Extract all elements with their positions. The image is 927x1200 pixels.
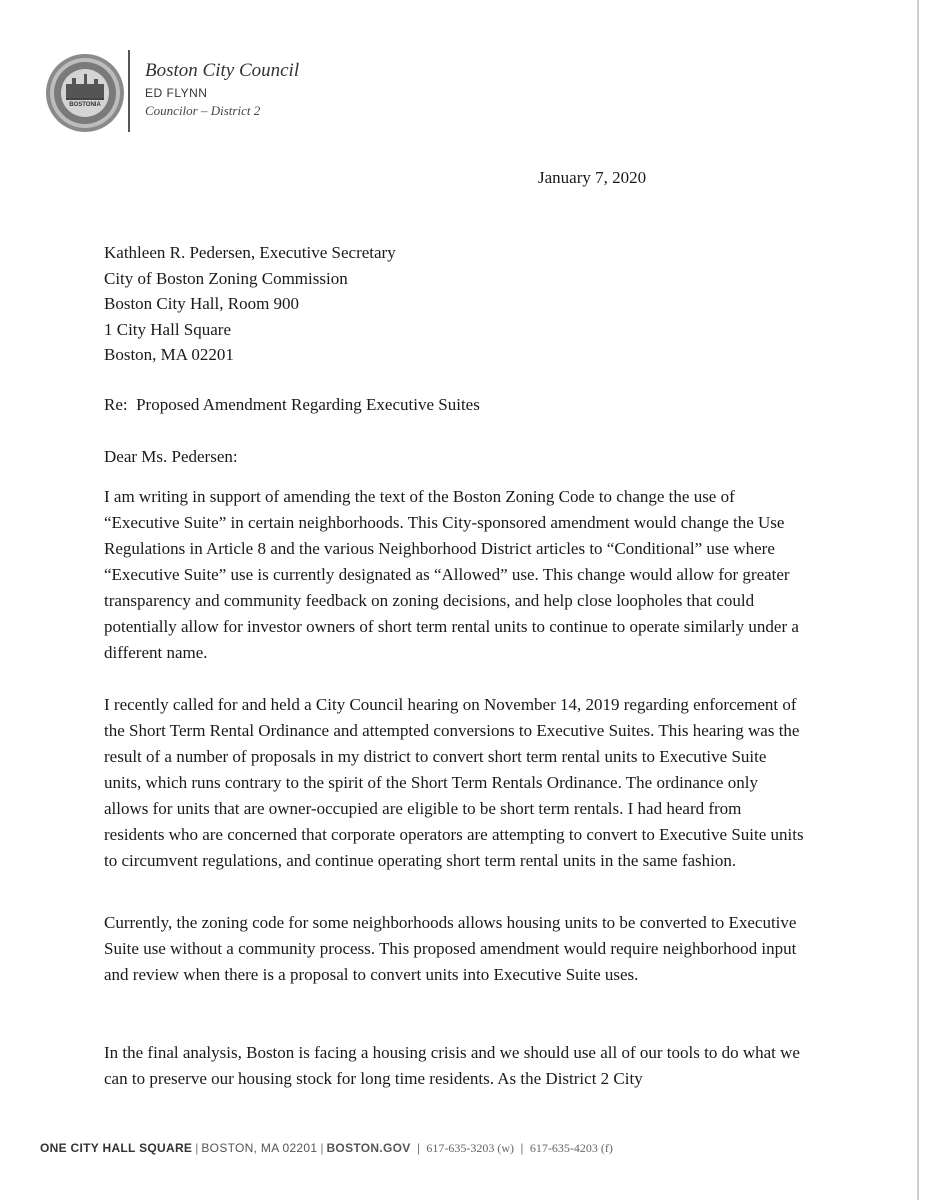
page-edge-line (917, 0, 919, 1200)
body-paragraph-1: I am writing in support of amending the text of the Boston Zoning Code to change the use of “Executive Suite” in certain neighborhoods. This City-sponsored amendment would change the Use Regulations in Article 8 and the various Neighborhood District articles to “Conditional” use where “Executive Suite” use is currently designated as “Allowed” use. This change would allow for greater transparency and community feedback on zoning decisions, and help close loopholes that could potentially allow for investor owners of short term rental units to continue to operate similarly under a different name. (104, 487, 799, 662)
address-line: 1 City Hall Square (104, 319, 232, 339)
address-line: City of Boston Zoning Commission (104, 268, 348, 288)
footer-phone: 617-635-3203 (w) (426, 1141, 515, 1155)
councilor-title: Councilor – District 2 (145, 103, 261, 118)
city-seal-icon (44, 52, 126, 134)
body-paragraph-3: Currently, the zoning code for some neighborhoods allows housing units to be converted to Executive Suite use without a community process. This proposed amendment would require neighborhood input and review when there is a proposal to convert units into Executive Suite uses. (104, 913, 797, 984)
footer-address: ONE CITY HALL SQUARE (40, 1141, 193, 1155)
footer-city: BOSTON, MA 02201 (201, 1141, 318, 1155)
letter-footer (40, 1141, 613, 1156)
councilor-name: ED FLYNN (145, 86, 208, 100)
footer-fax: 617-635-4203 (f) (529, 1141, 613, 1155)
letter-date: January 7, 2020 (538, 168, 647, 187)
footer-separator: | (520, 1141, 524, 1155)
body-paragraph-4: In the final analysis, Boston is facing a housing crisis and we should use all of our tools to do what we can to preserve our housing stock for long time residents. As the District 2 City (104, 1043, 800, 1088)
council-name: Boston City Council (145, 60, 300, 81)
letterhead (145, 58, 299, 120)
footer-separator: | (195, 1141, 199, 1155)
footer-website: BOSTON.GOV (326, 1141, 411, 1155)
seal-text: BOSTONIA (69, 102, 101, 108)
subject-line: Re: Proposed Amendment Regarding Executive Suites (104, 395, 480, 414)
recipient-address (104, 240, 804, 368)
address-line: Kathleen R. Pedersen, Executive Secretary (104, 243, 396, 262)
salutation: Dear Ms. Pedersen: (104, 447, 238, 466)
letterhead-divider (128, 50, 130, 132)
address-line: Boston, MA 02201 (104, 345, 234, 364)
footer-separator: | (320, 1141, 324, 1155)
footer-separator: | (416, 1141, 421, 1155)
address-line: Boston City Hall, Room 900 (104, 294, 300, 313)
body-paragraph-2: I recently called for and held a City Council hearing on November 14, 2019 regarding enforcement of the Short Term Rental Ordinance and attempted conversions to Executive Suites. This hearing was the result of a number of proposals in my district to convert short term rental units to Executive Suite units, which runs contrary to the spirit of the Short Term Rentals Ordinance. The ordinance only allows for units that are owner-occupied are eligible to be short term rentals. I had heard from residents who are concerned that corporate operators are attempting to convert to Executive Suite units to circumvent regulations, and continue operating short term rental units in the same fashion. (104, 695, 804, 870)
